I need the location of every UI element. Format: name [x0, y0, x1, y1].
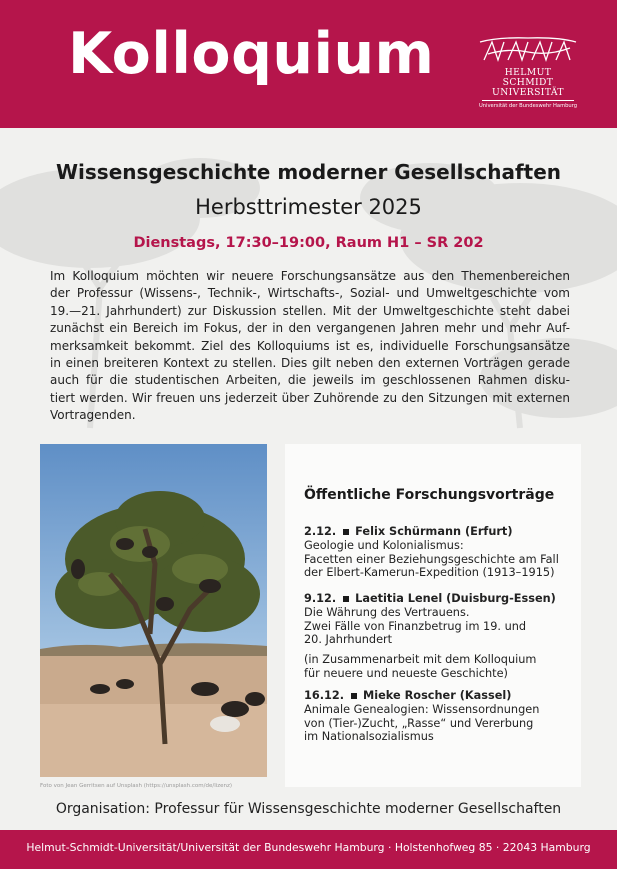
talk-item [304, 592, 574, 681]
talk-item [304, 689, 574, 744]
talk-title-line: Zwei Fälle von Finanzbetrug im 19. und [304, 619, 527, 633]
intro-text [50, 268, 570, 425]
intro-line: merksamkeit bekommt. Ziel des Kolloquiums ist es, individuelle Forschungsansätze [50, 338, 570, 353]
subtitle: Wissensgeschichte moderner Gesellschaften [55, 160, 562, 184]
goats-in-tree-photo [40, 444, 267, 777]
bullet-square-icon [343, 596, 349, 602]
logo-line-3: Universität der Bundeswehr Hamburg [478, 103, 578, 109]
intro-line: Vortragenden. [50, 408, 136, 423]
intro-line: zunächst ein Bereich im Fokus, der in den vergangenen Jahren mehr und mehr Auf- [50, 321, 570, 336]
talks-panel-title: Öffentliche Forschungsvorträge [304, 487, 555, 503]
intro-line: Im Kolloquium möchten wir neuere Forschungsansätze aus den Themenbereichen [50, 269, 570, 283]
talk-title-line: Geologie und Kolonialismus: [304, 538, 464, 552]
talk-note-line: (in Zusammenarbeit mit dem Kolloquium [304, 653, 537, 667]
talk-title-line: Animale Genealogien: Wissensordnungen [304, 702, 540, 716]
talk-title-line: 20. Jahrhundert [304, 633, 393, 647]
talk-note-line: für neuere und neueste Geschichte) [304, 666, 508, 680]
intro-line: in einen breiteren Kontext zu stellen. Dies gilt neben den externen Vorträgen gerade [50, 356, 570, 371]
header-bar [0, 0, 617, 128]
bullet-square-icon [351, 693, 357, 699]
talk-title-line: im Nationalsozialismus [304, 730, 434, 744]
talk-title-line: Facetten einer Beziehungsgeschichte am Fall [304, 552, 559, 566]
talk-date: 9.12. [304, 592, 337, 605]
talk-speaker: Laetitia Lenel (Duisburg-Essen) [355, 592, 556, 605]
intro-line: auch für die studentischen Arbeiten, die jeweils im geschlossenen Rahmen disku- [50, 373, 570, 388]
schedule-line: Dienstags, 17:30–19:00, Raum H1 – SR 202 [133, 235, 484, 251]
talk-item [304, 525, 574, 580]
talk-title-line: von (Tier-)Zucht, „Rasse“ und Vererbung [304, 716, 534, 730]
intro-line: 19.—21. Jahrhundert) zur Diskussion stellen. Mit der Umweltgeschichte steht dabei [50, 303, 570, 318]
logo-mark-icon [478, 34, 578, 64]
talks-panel [285, 444, 581, 787]
term-label: Herbsttrimester 2025 [195, 195, 422, 219]
footer-bar [0, 830, 617, 869]
bullet-square-icon [343, 529, 349, 535]
page-title: Kolloquium [68, 21, 435, 87]
talk-title-line: der Elbert-Kamerun-Expedition (1913–1915) [304, 566, 555, 580]
organisation-line: Organisation: Professur für Wissensgeschichte moderner Gesellschaften [55, 801, 562, 817]
footer-address: Helmut-Schmidt-Universität/Universität der Bundeswehr Hamburg · Holstenhofweg 85 · 22043 Hamburg [26, 841, 591, 854]
logo-line-2: UNIVERSITÄT [492, 87, 564, 98]
intro-line: tiert werden. Wir freuen uns jederzeit über Zuhörende zu den Sitzungen mit externen [50, 390, 570, 405]
university-logo [478, 34, 578, 110]
talk-speaker: Felix Schürmann (Erfurt) [355, 525, 513, 538]
talk-title-line: Die Währung des Vertrauens. [304, 605, 470, 619]
photo-credit: Foto von Jean Gerritsen auf Unsplash (https://unsplash.com/de/lizenz) [40, 783, 233, 789]
talk-date: 2.12. [304, 525, 337, 538]
intro-line: der Professur (Wissens-, Technik-, Wirtschafts-, Sozial- und Umweltgeschichte vom [50, 286, 570, 301]
talk-speaker: Mieke Roscher (Kassel) [363, 689, 512, 702]
logo-line-1: HELMUT SCHMIDT [502, 67, 554, 88]
talk-date: 16.12. [304, 689, 345, 702]
